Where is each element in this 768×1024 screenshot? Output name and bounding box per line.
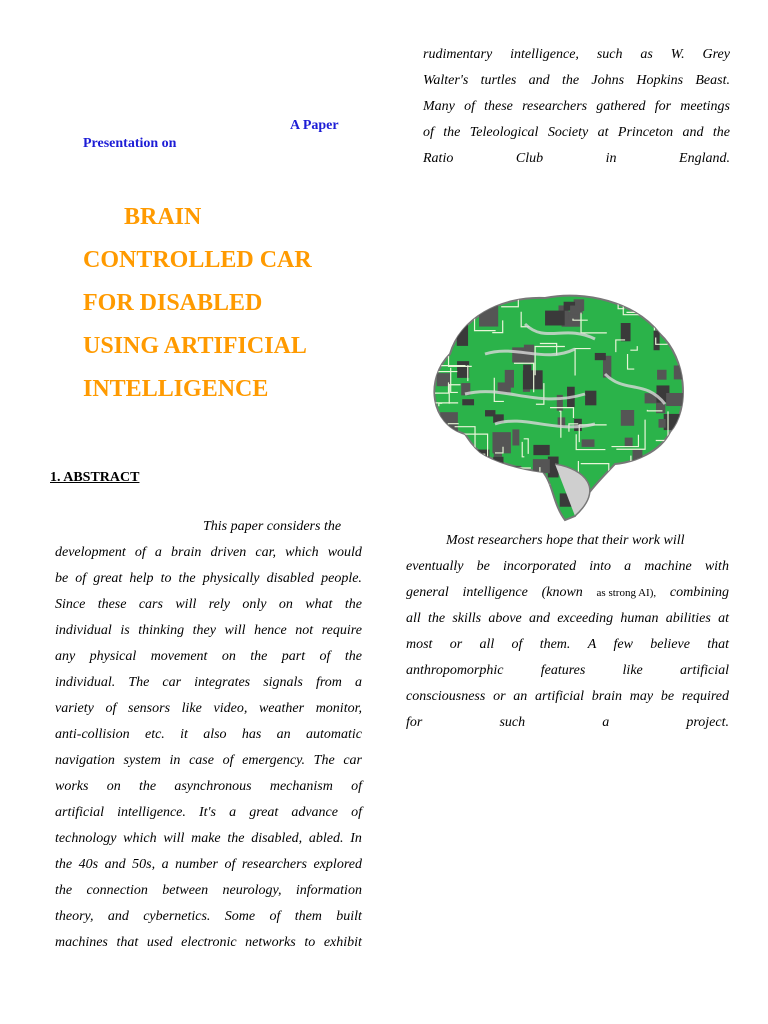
chip bbox=[466, 469, 485, 479]
word: driven bbox=[210, 545, 247, 560]
word: Teleological bbox=[469, 125, 539, 140]
right-paragraph bbox=[406, 528, 729, 736]
word: for bbox=[406, 715, 423, 730]
word: The bbox=[313, 753, 335, 768]
word: a bbox=[602, 715, 610, 730]
text-line bbox=[55, 540, 362, 566]
word: brain bbox=[591, 689, 623, 704]
word: of bbox=[464, 99, 475, 114]
paper-title bbox=[83, 196, 383, 411]
chip bbox=[440, 412, 458, 431]
text-line bbox=[55, 878, 362, 904]
word: on bbox=[106, 779, 121, 794]
word: the bbox=[178, 571, 196, 586]
chip bbox=[456, 309, 465, 320]
word: meetings bbox=[680, 99, 730, 114]
word: the bbox=[55, 883, 73, 898]
word: system bbox=[123, 753, 161, 768]
word: require bbox=[321, 623, 362, 638]
word: artificial bbox=[55, 805, 104, 820]
chip bbox=[654, 331, 660, 350]
abstract-first-line: This paper considers the bbox=[203, 519, 342, 534]
word: combining bbox=[669, 585, 729, 600]
word: physical bbox=[89, 649, 137, 664]
word: which bbox=[123, 831, 157, 846]
text-line bbox=[423, 42, 730, 68]
chip bbox=[469, 453, 483, 474]
title-line: BRAIN bbox=[124, 204, 202, 230]
a-paper-label: A Paper bbox=[290, 118, 339, 133]
word: Since bbox=[55, 597, 86, 612]
text-line bbox=[55, 800, 362, 826]
word: movement bbox=[150, 649, 208, 664]
word: also bbox=[203, 727, 227, 742]
chip bbox=[647, 459, 661, 480]
word: it bbox=[180, 727, 188, 742]
word: explored bbox=[313, 857, 362, 872]
word: like bbox=[622, 663, 643, 678]
word: eventually bbox=[406, 559, 464, 574]
word: The bbox=[128, 675, 150, 690]
trace bbox=[655, 453, 661, 475]
abstract-heading: 1. ABSTRACT bbox=[50, 470, 140, 485]
word: A bbox=[587, 637, 597, 652]
word: the bbox=[428, 611, 446, 626]
chip bbox=[671, 471, 683, 478]
word: the bbox=[227, 831, 245, 846]
word: rely bbox=[208, 597, 230, 612]
word: cybernetics. bbox=[143, 909, 211, 924]
chip bbox=[492, 477, 500, 484]
word: as strong AI), bbox=[596, 587, 657, 599]
word: networks bbox=[245, 935, 296, 950]
word: It's bbox=[199, 805, 216, 820]
word: used bbox=[146, 935, 173, 950]
word: is bbox=[120, 623, 130, 638]
word: or bbox=[493, 689, 506, 704]
word: emergency. bbox=[242, 753, 306, 768]
word: human bbox=[620, 611, 659, 626]
chip bbox=[621, 323, 631, 341]
chip bbox=[656, 453, 663, 465]
trace bbox=[484, 468, 497, 490]
title-line: FOR DISABLED bbox=[83, 290, 263, 316]
presentation-on-label: Presentation on bbox=[83, 136, 177, 151]
word: be bbox=[660, 689, 675, 704]
word: (known bbox=[541, 585, 583, 600]
word: and bbox=[107, 909, 129, 924]
word: 50s, bbox=[132, 857, 156, 872]
word: for bbox=[654, 99, 672, 114]
word: of bbox=[319, 649, 331, 664]
word: Society bbox=[547, 125, 589, 140]
word: information bbox=[295, 883, 362, 898]
word: such bbox=[596, 47, 623, 62]
word: of bbox=[351, 779, 362, 794]
chip bbox=[545, 311, 565, 326]
text-line bbox=[406, 684, 729, 710]
word: electronic bbox=[181, 935, 237, 950]
word: of bbox=[351, 805, 362, 820]
text-line bbox=[55, 930, 362, 956]
word: an bbox=[513, 689, 528, 704]
trace bbox=[452, 321, 460, 330]
word: brain bbox=[171, 545, 202, 560]
word: variety bbox=[55, 701, 94, 716]
word: from bbox=[315, 675, 342, 690]
word: has bbox=[241, 727, 262, 742]
chip bbox=[533, 445, 549, 455]
text-line bbox=[55, 566, 362, 592]
word: 40s bbox=[78, 857, 99, 872]
word: advance bbox=[291, 805, 338, 820]
text-line bbox=[423, 120, 730, 146]
word: these bbox=[97, 597, 127, 612]
title-line: CONTROLLED CAR bbox=[83, 247, 312, 273]
word: in bbox=[605, 151, 617, 166]
word: gathered bbox=[596, 99, 646, 114]
trace bbox=[637, 459, 657, 474]
text-line bbox=[55, 774, 362, 800]
word: above bbox=[488, 611, 522, 626]
text-line bbox=[406, 632, 729, 658]
right-first-line: Most researchers hope that their work will bbox=[446, 533, 685, 548]
word: with bbox=[704, 559, 729, 574]
chip bbox=[492, 432, 510, 453]
word: machines bbox=[55, 935, 108, 950]
word: part bbox=[281, 649, 306, 664]
word: intelligence. bbox=[117, 805, 186, 820]
word: to bbox=[304, 935, 316, 950]
word: number bbox=[175, 857, 218, 872]
word: Princeton bbox=[617, 125, 674, 140]
word: Hopkins bbox=[636, 73, 684, 88]
word: all bbox=[479, 637, 495, 652]
word: Grey bbox=[702, 47, 730, 62]
chip bbox=[462, 399, 474, 405]
word: individual bbox=[55, 623, 112, 638]
chip bbox=[621, 410, 634, 426]
chip bbox=[625, 438, 633, 448]
word: the bbox=[138, 779, 157, 794]
word: as bbox=[640, 47, 653, 62]
word: the bbox=[443, 125, 461, 140]
word: physically bbox=[202, 571, 260, 586]
word: monitor, bbox=[315, 701, 362, 716]
title-line: INTELLIGENCE bbox=[83, 376, 269, 402]
word: Many bbox=[423, 99, 455, 114]
word: few bbox=[613, 637, 633, 652]
word: development bbox=[55, 545, 126, 560]
word: the bbox=[344, 649, 362, 664]
chip bbox=[458, 304, 470, 321]
word: thinking bbox=[138, 623, 185, 638]
word: video, bbox=[213, 701, 248, 716]
word: individual. bbox=[55, 675, 116, 690]
text-line bbox=[406, 658, 729, 684]
word: incorporated bbox=[503, 559, 577, 574]
chip bbox=[534, 477, 542, 489]
word: and bbox=[682, 125, 704, 140]
word: integrates bbox=[194, 675, 251, 690]
chip bbox=[467, 454, 485, 460]
word: or bbox=[449, 637, 463, 652]
word: theory, bbox=[55, 909, 94, 924]
text-line bbox=[406, 710, 729, 736]
chip bbox=[546, 504, 555, 517]
word: help bbox=[129, 571, 154, 586]
text-line bbox=[406, 580, 729, 606]
word: and bbox=[528, 73, 550, 88]
trace bbox=[510, 481, 516, 502]
word: a bbox=[154, 545, 162, 560]
word: great bbox=[249, 805, 279, 820]
word: built bbox=[336, 909, 362, 924]
word: of bbox=[75, 571, 87, 586]
word: will bbox=[175, 597, 197, 612]
chip bbox=[683, 394, 695, 409]
chip bbox=[657, 370, 666, 380]
word: features bbox=[540, 663, 586, 678]
word: researchers bbox=[522, 99, 588, 114]
word: of bbox=[511, 637, 523, 652]
word: hence bbox=[254, 623, 287, 638]
word: not bbox=[295, 623, 314, 638]
word: a bbox=[229, 805, 237, 820]
chip bbox=[582, 439, 595, 446]
word: that bbox=[116, 935, 139, 950]
word: they bbox=[192, 623, 216, 638]
word: the bbox=[55, 857, 73, 872]
word: great bbox=[93, 571, 123, 586]
word: sensors bbox=[128, 701, 171, 716]
trace bbox=[435, 467, 439, 479]
word: a bbox=[624, 559, 632, 574]
text-line bbox=[55, 696, 362, 722]
word: anti-collision bbox=[55, 727, 130, 742]
word: to bbox=[160, 571, 172, 586]
word: and bbox=[104, 857, 126, 872]
word: etc. bbox=[144, 727, 165, 742]
chip bbox=[512, 429, 519, 445]
chip bbox=[659, 419, 666, 428]
word: of bbox=[224, 857, 236, 872]
text-line bbox=[423, 94, 730, 120]
word: at bbox=[718, 611, 729, 626]
trace bbox=[425, 299, 439, 303]
chip bbox=[595, 353, 606, 360]
word: abilities bbox=[665, 611, 711, 626]
chip bbox=[612, 506, 627, 517]
word: turtles bbox=[480, 73, 517, 88]
brain-image bbox=[425, 284, 695, 524]
word: car bbox=[162, 675, 182, 690]
text-line bbox=[55, 722, 362, 748]
text-line bbox=[406, 606, 729, 632]
word: general bbox=[406, 585, 449, 600]
word: on bbox=[278, 597, 293, 612]
chip bbox=[505, 370, 514, 388]
word: researchers bbox=[241, 857, 307, 872]
word: into bbox=[589, 559, 612, 574]
word: signals bbox=[263, 675, 303, 690]
word: W. bbox=[670, 47, 685, 62]
word: of bbox=[423, 125, 434, 140]
word: required bbox=[681, 689, 729, 704]
word: at bbox=[597, 125, 609, 140]
chip bbox=[683, 439, 691, 456]
text-line bbox=[406, 554, 729, 580]
word: rudimentary bbox=[423, 47, 493, 62]
word: England. bbox=[679, 151, 730, 166]
word: abled. bbox=[308, 831, 344, 846]
chip bbox=[677, 498, 695, 516]
title-line: USING ARTIFICIAL bbox=[83, 333, 307, 359]
word: a bbox=[354, 675, 362, 690]
word: weather bbox=[258, 701, 305, 716]
word: disabled, bbox=[251, 831, 303, 846]
text-line bbox=[55, 618, 362, 644]
trace bbox=[448, 424, 458, 425]
word: Walter's bbox=[423, 73, 469, 88]
word: works bbox=[55, 779, 89, 794]
abstract-paragraph bbox=[55, 514, 362, 956]
word: consciousness bbox=[406, 689, 486, 704]
word: skills bbox=[452, 611, 482, 626]
word: Johns bbox=[591, 73, 625, 88]
word: be bbox=[55, 571, 69, 586]
chip bbox=[523, 370, 543, 389]
word: technology bbox=[55, 831, 117, 846]
word: project. bbox=[686, 715, 729, 730]
word: of bbox=[134, 545, 146, 560]
word: neurology, bbox=[222, 883, 282, 898]
word: car, bbox=[255, 545, 276, 560]
word: artificial bbox=[680, 663, 729, 678]
word: them bbox=[294, 909, 322, 924]
text-line bbox=[423, 146, 730, 172]
text-line bbox=[55, 826, 362, 852]
word: automatic bbox=[305, 727, 362, 742]
text-line bbox=[55, 670, 362, 696]
word: any bbox=[55, 649, 76, 664]
word: case bbox=[189, 753, 214, 768]
word: the bbox=[344, 597, 362, 612]
word: exceeding bbox=[557, 611, 614, 626]
word: them. bbox=[539, 637, 571, 652]
word: people. bbox=[321, 571, 362, 586]
word: Club bbox=[515, 151, 544, 166]
word: may bbox=[629, 689, 654, 704]
word: intelligence, bbox=[510, 47, 579, 62]
trace bbox=[427, 334, 439, 364]
word: Some bbox=[224, 909, 256, 924]
text-line bbox=[55, 852, 362, 878]
word: what bbox=[305, 597, 333, 612]
word: like bbox=[181, 701, 202, 716]
text-line bbox=[423, 68, 730, 94]
word: disabled bbox=[266, 571, 315, 586]
word: the bbox=[712, 125, 730, 140]
chip bbox=[476, 294, 491, 301]
word: that bbox=[707, 637, 729, 652]
circuit-brain-icon bbox=[425, 284, 695, 524]
word: and bbox=[528, 611, 550, 626]
word: an bbox=[276, 727, 291, 742]
word: navigation bbox=[55, 753, 115, 768]
word: believe bbox=[650, 637, 690, 652]
word: Ratio bbox=[423, 151, 454, 166]
word: will bbox=[163, 831, 185, 846]
word: would bbox=[327, 545, 362, 560]
chip bbox=[485, 410, 495, 416]
word: of bbox=[269, 909, 281, 924]
word: the bbox=[561, 73, 580, 88]
word: only bbox=[242, 597, 267, 612]
word: all bbox=[406, 611, 421, 626]
text-line bbox=[55, 644, 362, 670]
word: intelligence bbox=[462, 585, 528, 600]
word: of bbox=[222, 753, 234, 768]
word: In bbox=[350, 831, 362, 846]
word: asynchronous bbox=[174, 779, 252, 794]
word: exhibit bbox=[323, 935, 362, 950]
word: mechanism bbox=[269, 779, 333, 794]
word: these bbox=[484, 99, 513, 114]
word: be bbox=[476, 559, 490, 574]
word: anthropomorphic bbox=[406, 663, 504, 678]
trace bbox=[511, 468, 531, 486]
chip bbox=[585, 391, 596, 406]
chip bbox=[450, 457, 462, 472]
word: a bbox=[161, 857, 169, 872]
word: make bbox=[191, 831, 221, 846]
word: car bbox=[343, 753, 362, 768]
word: will bbox=[224, 623, 246, 638]
chip bbox=[666, 393, 684, 406]
word: connection bbox=[86, 883, 148, 898]
chip bbox=[512, 347, 525, 362]
text-line bbox=[55, 748, 362, 774]
word: artificial bbox=[534, 689, 584, 704]
word: which bbox=[285, 545, 319, 560]
word: in bbox=[169, 753, 181, 768]
top-right-paragraph bbox=[423, 42, 730, 172]
word: on bbox=[221, 649, 236, 664]
word: such bbox=[499, 715, 526, 730]
word: between bbox=[162, 883, 209, 898]
word: cars bbox=[138, 597, 163, 612]
chip bbox=[479, 305, 498, 327]
trace bbox=[681, 316, 683, 320]
text-line bbox=[55, 904, 362, 930]
word: machine bbox=[644, 559, 692, 574]
word: most bbox=[406, 637, 433, 652]
word: of bbox=[105, 701, 117, 716]
text-line bbox=[55, 592, 362, 618]
word: the bbox=[250, 649, 268, 664]
word: Beast. bbox=[695, 73, 730, 88]
